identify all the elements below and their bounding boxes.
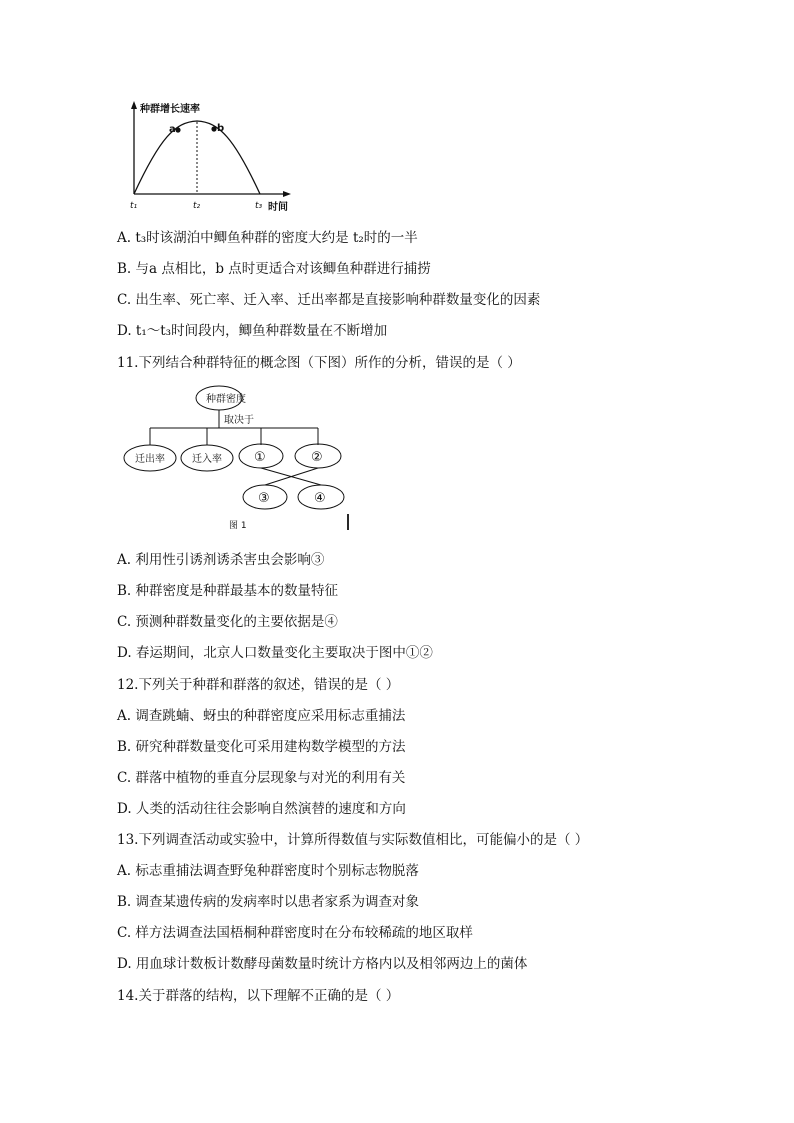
tick-t1: t₁ [130, 201, 138, 211]
q11-option-c: C. 预测种群数量变化的主要依据是④ [117, 614, 338, 630]
tick-t2: t₂ [193, 201, 201, 211]
q13-option-d: D. 用血球计数板计数酵母菌数量时统计方格内以及相邻两边上的菌体 [117, 956, 528, 972]
q12-option-d: D. 人类的活动往往会影响自然演替的速度和方向 [117, 801, 406, 817]
q10-option-a: A. t₃时该湖泊中鲫鱼种群的密度大约是 t₂时的一半 [117, 230, 418, 246]
svg-text:②: ② [311, 450, 323, 465]
q13-option-c: C. 样方法调查法国梧桐种群密度时在分布较稀疏的地区取样 [117, 925, 473, 941]
svg-text:④: ④ [314, 491, 326, 506]
svg-text:种群密度: 种群密度 [206, 394, 246, 405]
q10-option-d: D. t₁～t₃时间段内，鲫鱼种群数量在不断增加 [117, 323, 388, 339]
q12-option-c: C. 群落中植物的垂直分层现象与对光的利用有关 [117, 770, 406, 786]
point-b [211, 126, 216, 131]
point-a [175, 127, 180, 132]
y-axis-arrow [131, 101, 137, 109]
population-concept-diagram [120, 382, 360, 534]
q11-stem: 11.下列结合种群特征的概念图（下图）所作的分析，错误的是（ ） [117, 355, 521, 371]
q13-option-b: B. 调查某遗传病的发病率时以患者家系为调查对象 [117, 894, 420, 910]
tick-t3: t₃ [255, 201, 263, 211]
growth-rate-chart [120, 98, 300, 216]
q11-option-b: B. 种群密度是种群最基本的数量特征 [117, 583, 339, 599]
svg-text:③: ③ [258, 491, 270, 506]
q14-stem: 14.关于群落的结构，以下理解不正确的是（ ） [117, 988, 400, 1004]
q12-stem: 12.下列关于种群和群落的叙述，错误的是（ ） [117, 677, 400, 693]
x-axis-arrow [283, 191, 291, 197]
point-a-label: a [169, 124, 176, 135]
q12-option-b: B. 研究种群数量变化可采用建构数学模型的方法 [117, 739, 406, 755]
x-axis-label: 时间 [268, 202, 288, 213]
y-axis-label: 种群增长速率 [140, 104, 200, 115]
q13-stem: 13.下列调查活动或实验中，计算所得数值与实际数值相比，可能偏小的是（ ） [117, 832, 589, 848]
q10-option-b: B. 与a 点相比，b 点时更适合对该鲫鱼种群进行捕捞 [117, 261, 431, 277]
q11-option-d: D. 春运期间，北京人口数量变化主要取决于图中①② [117, 645, 433, 661]
q12-option-a: A. 调查跳蝻、蚜虫的种群密度应采用标志重捕法 [117, 708, 406, 724]
q11-option-a: A. 利用性引诱剂诱杀害虫会影响③ [117, 552, 325, 568]
svg-text:图 1: 图 1 [229, 521, 247, 531]
svg-text:迁入率: 迁入率 [192, 454, 222, 465]
svg-text:取决于: 取决于 [224, 415, 254, 426]
svg-text:迁出率: 迁出率 [135, 454, 165, 465]
q10-option-c: C. 出生率、死亡率、迁入率、迁出率都是直接影响种群数量变化的因素 [117, 292, 541, 308]
point-b-label: b [217, 123, 225, 134]
q13-option-a: A. 标志重捕法调查野兔种群密度时个别标志物脱落 [117, 863, 419, 879]
svg-text:①: ① [254, 450, 266, 465]
